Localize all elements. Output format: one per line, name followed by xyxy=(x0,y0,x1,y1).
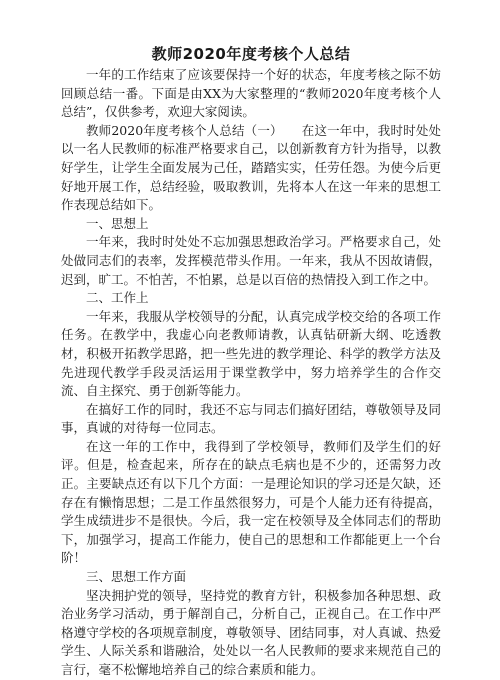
section-heading-work: 二、工作上 xyxy=(86,290,149,306)
section-heading-ideological-work: 三、思想工作方面 xyxy=(86,569,187,585)
section-work-paragraph-3: 在这一年的工作中，我得到了学校领导，教师们及学生们的好评。但是，检查起来，所存在的缺点毛病也是不少的，还需努力改正。主要缺点还有以下几个方面：一是理论知识的学习还是欠缺，还存在有懒惰思想；二是工作虽然很努力，可是个人能力还有待提高，学生成绩进步不是很快。今后，我一定在校领导及全体同志们的帮助下，加强学习，提高工作能力，使自己的思想和工作都能更上一个台阶！ xyxy=(61,438,441,566)
document-page xyxy=(61,44,441,680)
section-ideological-work-paragraph: 坚决拥护党的领导，坚持党的教育方针，积极参加各种思想、政治业务学习活动，勇于解剖自己，分析自己，正视自己。在工作中严格遵守学校的各项规章制度，尊敬领导、团结同事，对人真诚、热爱学生、人际关系和谐融洽，处处以一名人民教师的要求来规范自己的言行，毫不松懈地培养自己的综合素质和能力。 xyxy=(61,587,441,677)
section-work-paragraph-1: 一年来，我服从学校领导的分配，认真完成学校交给的各项工作任务。在教学中，我虚心向老教师请教，认真钻研新大纲、吃透教材，积极开拓教学思路，把一些先进的教学理论、科学的教学方法及先进现代教学手段灵活运用于课堂教学中，努力培养学生的合作交流、自主探究、勇于创新等能力。 xyxy=(61,308,441,399)
document-title: 教师2020年度考核个人总结 xyxy=(151,45,351,63)
section-thought-paragraph: 一年来，我时时处处不忘加强思想政治学习。严格要求自己，处处做同志们的表率，发挥模范带头作用。一年来，我从不因故请假，迟到，旷工。不怕苦，不怕累，总是以百倍的热情投入到工作之中。 xyxy=(61,234,441,287)
intro-paragraph: 一年的工作结束了应该要保持一个好的状态，年度考核之际不妨回顾总结一番。下面是由XX为大家整理的“教师2020年度考核个人总结”，仅供参考，欢迎大家阅读。 xyxy=(61,67,441,120)
section-heading-thought: 一、思想上 xyxy=(86,215,149,231)
opening-paragraph: 教师2020年度考核个人总结（一） 在这一年中，我时时处处以一名人民教师的标准严格要求自己，以创新教育方针为指导，以教好学生，让学生全面发展为己任，踏踏实实，任劳任怨。为使今后更好地开展工作，总结经验，吸取教训，先将本人在这一年来的思想工作表现总结如下。 xyxy=(61,122,441,213)
section-work-paragraph-2: 在搞好工作的同时，我还不忘与同志们搞好团结，尊敬领导及同事，真诚的对待每一位同志。 xyxy=(61,401,441,436)
